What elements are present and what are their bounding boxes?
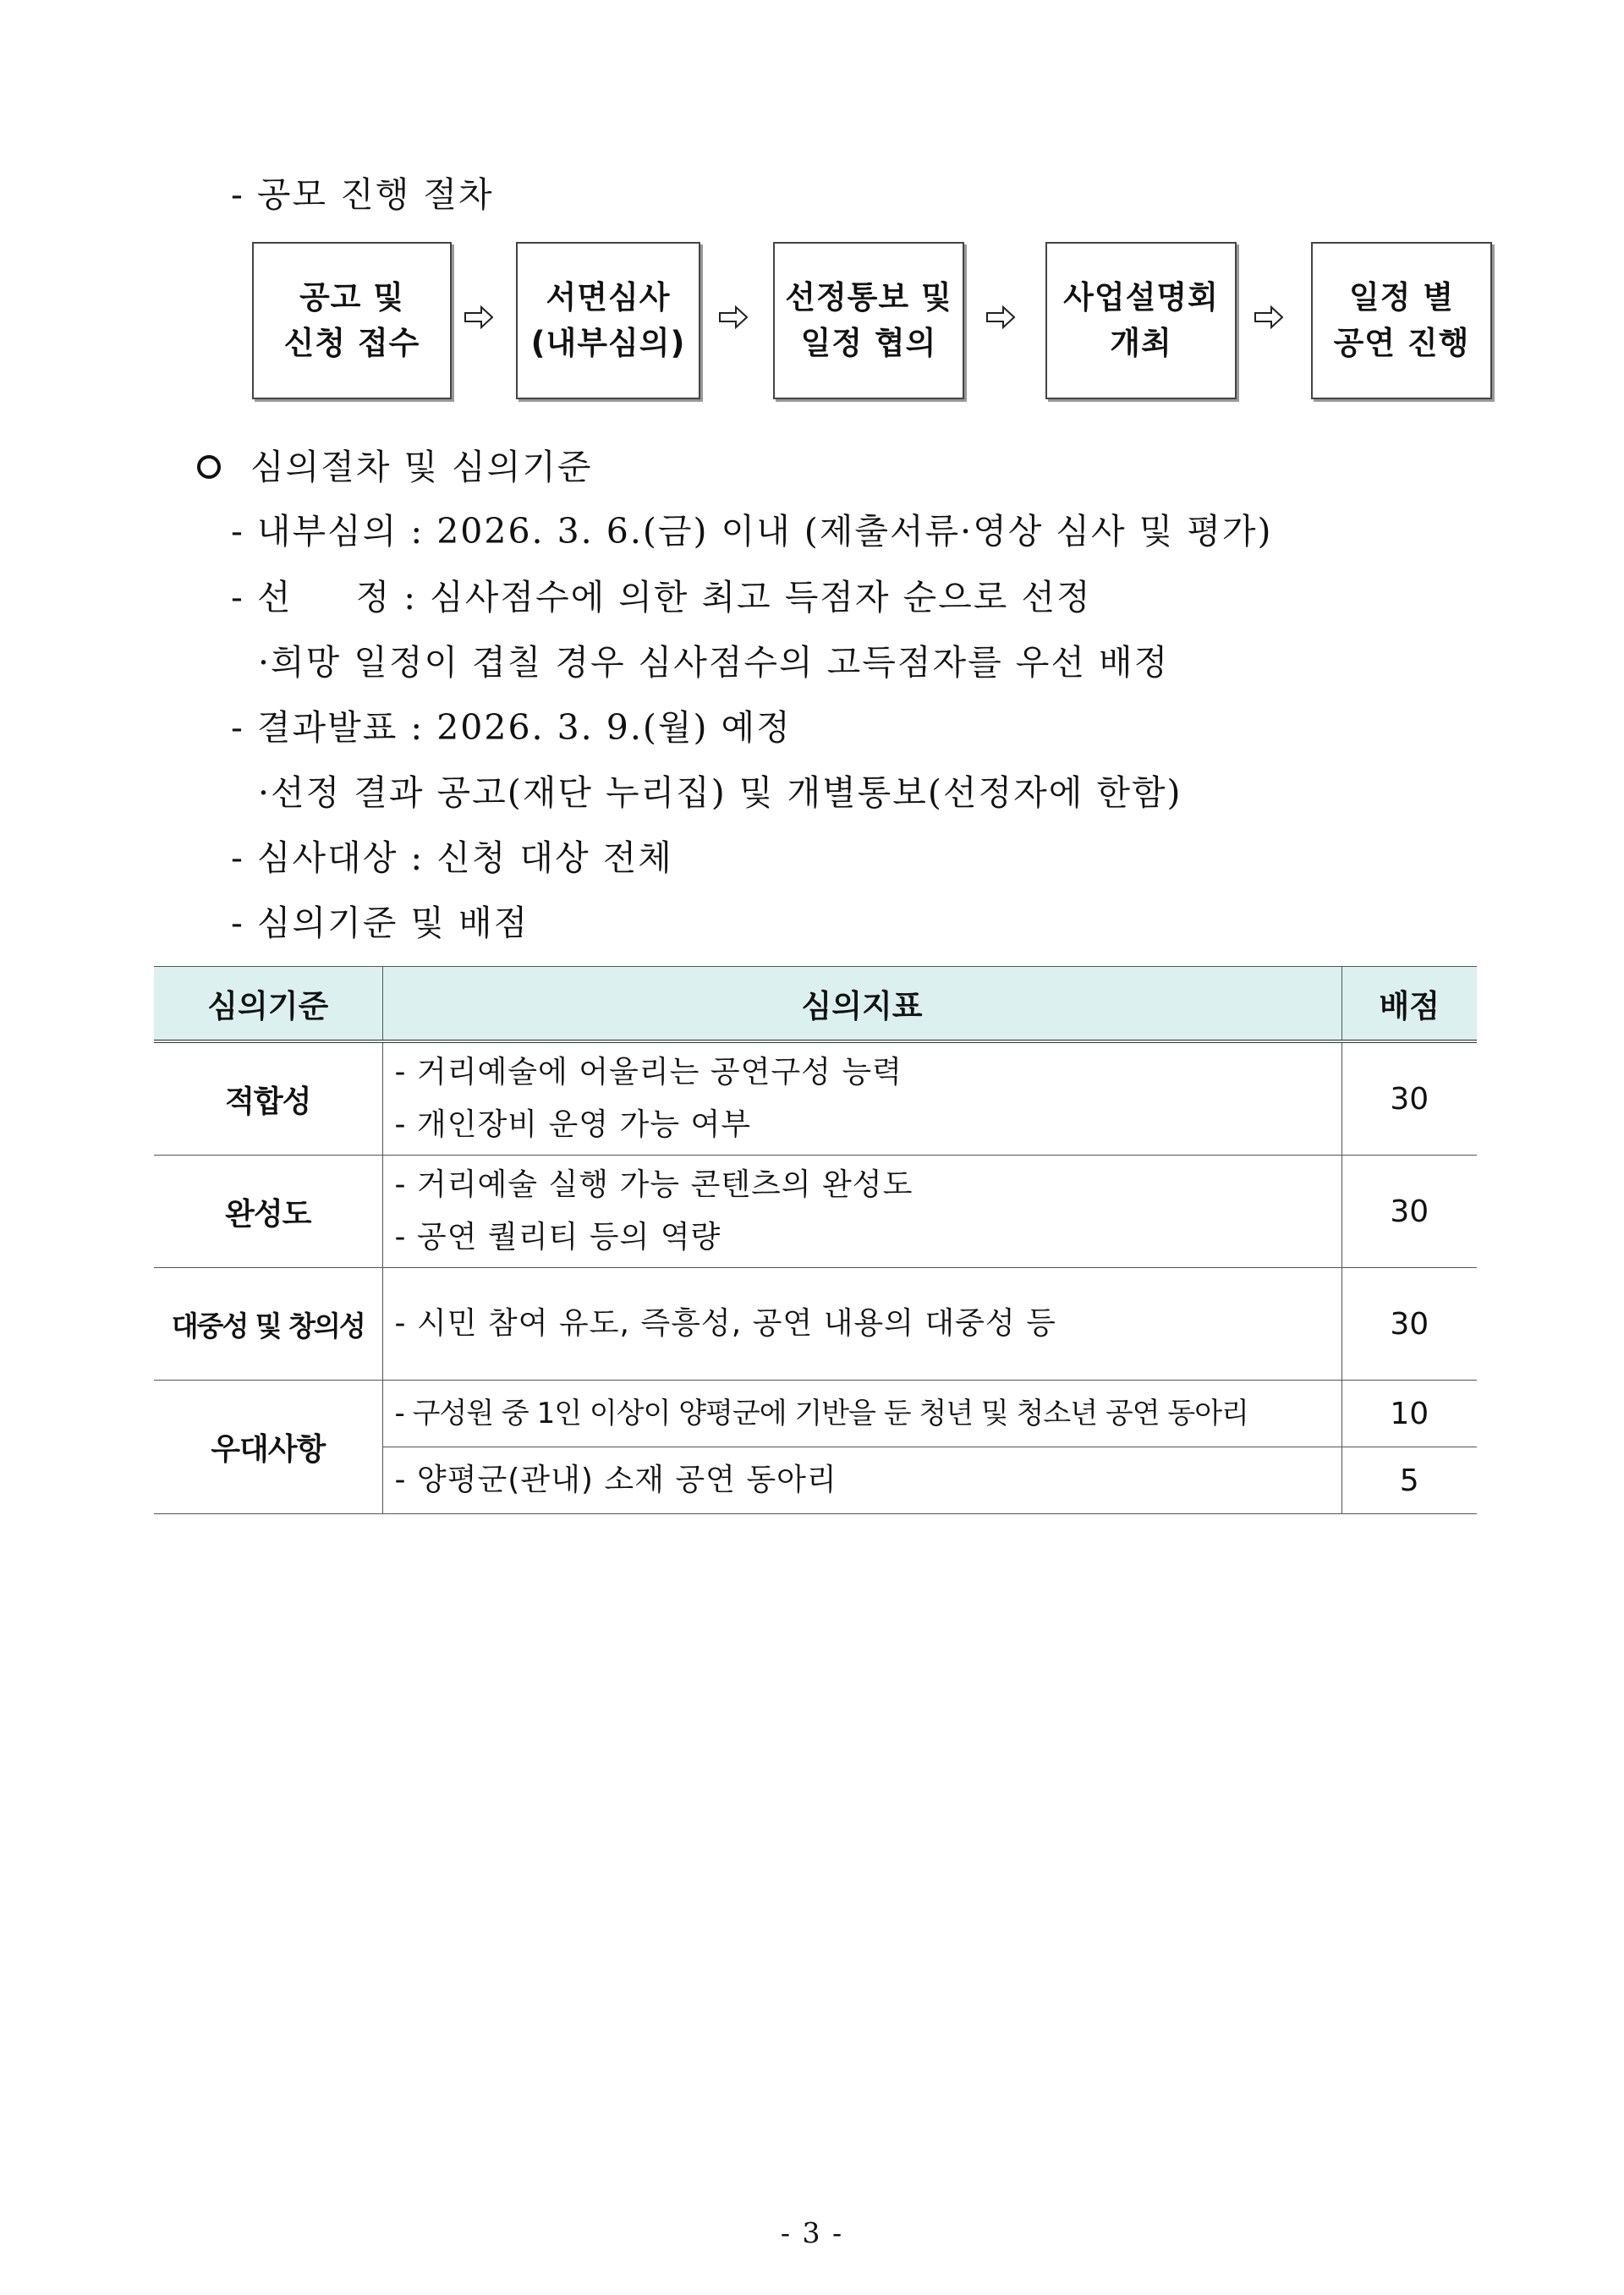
- review-subline-notice: ·선정 결과 공고(재단 누리집) 및 개별통보(선정자에 한함): [258, 772, 1182, 813]
- review-subline-priority: ·희망 일정이 겹칠 경우 심사점수의 고득점자를 우선 배정: [258, 642, 1170, 683]
- step-line2: 신청 접수: [283, 325, 420, 361]
- criterion-cell: 대중성 및 창의성: [154, 1268, 382, 1381]
- step-line1: 서면심사: [546, 279, 671, 316]
- review-title: 심의절차 및 심의기준: [250, 447, 593, 487]
- table-row: [154, 1381, 1477, 1447]
- header-indicator: 심의지표: [382, 967, 1341, 1042]
- review-line-selection: - 선 정 : 심사점수에 의한 최고 득점자 순으로 선정: [231, 577, 1092, 618]
- step-box-3: [773, 242, 964, 399]
- step-line1: 선정통보 및: [785, 279, 952, 316]
- step-line1: 공고 및: [299, 279, 405, 316]
- indicator-cell: [382, 1268, 1341, 1381]
- score-cell: 10: [1341, 1381, 1477, 1447]
- hollow-right-arrow-icon: [986, 305, 1015, 329]
- step-line1: 일정 별: [1348, 279, 1455, 316]
- criterion-cell: 우대사항: [154, 1381, 382, 1514]
- hollow-right-arrow-icon: [719, 305, 748, 329]
- review-line-criteria: - 심의기준 및 배점: [231, 903, 529, 943]
- step-line2: (내부심의): [530, 325, 686, 361]
- table-row: [154, 1268, 1477, 1381]
- header-criterion: 심의기준: [154, 967, 382, 1042]
- hollow-right-arrow-icon: [1254, 305, 1283, 329]
- indicator-line: - 개인장비 운영 가능 여부: [394, 1107, 752, 1142]
- indicator-line: - 거리예술 실행 가능 콘텐츠의 완성도: [394, 1167, 914, 1202]
- step-line2: 공연 진행: [1333, 325, 1470, 361]
- table-row: [154, 1041, 1477, 1156]
- step-line2: 일정 협의: [800, 325, 937, 361]
- indicator-line: - 공연 퀄리티 등의 역량: [394, 1220, 721, 1255]
- step-box-5: [1311, 242, 1492, 399]
- indicator-cell: - 구성원 중 1인 이상이 양평군에 기반을 둔 청년 및 청소년 공연 동아리: [382, 1381, 1341, 1447]
- score-cell: 30: [1341, 1041, 1477, 1156]
- hollow-circle-icon: [196, 454, 222, 480]
- criterion-cell: 적합성: [154, 1041, 382, 1156]
- step-box-1: [252, 242, 452, 399]
- step-line2: 개최: [1110, 325, 1172, 361]
- header-score: 배점: [1341, 967, 1477, 1042]
- indicator-line: - 시민 참여 유도, 즉흥성, 공연 내용의 대중성 등: [394, 1306, 1056, 1341]
- score-cell: 5: [1341, 1447, 1477, 1514]
- criterion-cell: 완성도: [154, 1156, 382, 1268]
- review-line-internal: - 내부심의 : 2026. 3. 6.(금) 이내 (제출서류·영상 심사 및 평가): [231, 511, 1273, 552]
- indicator-cell: [382, 1041, 1341, 1156]
- hollow-right-arrow-icon: [464, 305, 493, 329]
- table-row: [154, 1156, 1477, 1268]
- indicator-cell: - 양평군(관내) 소재 공연 동아리: [382, 1447, 1341, 1514]
- review-line-result: - 결과발표 : 2026. 3. 9.(월) 예정: [231, 707, 792, 748]
- step-line1: 사업설명회: [1063, 279, 1219, 316]
- criteria-table: [154, 966, 1477, 1514]
- indicator-cell: [382, 1156, 1341, 1268]
- review-line-target: - 심사대상 : 신청 대상 전체: [231, 837, 673, 878]
- procedure-heading: - 공모 진행 절차: [231, 174, 494, 215]
- step-box-4: [1045, 242, 1237, 399]
- table-header-row: [154, 967, 1477, 1042]
- step-box-2: [516, 242, 700, 399]
- page-number: - 3 -: [780, 2216, 844, 2249]
- indicator-line: - 거리예술에 어울리는 공연구성 능력: [394, 1055, 903, 1090]
- score-cell: 30: [1341, 1156, 1477, 1268]
- score-cell: 30: [1341, 1268, 1477, 1381]
